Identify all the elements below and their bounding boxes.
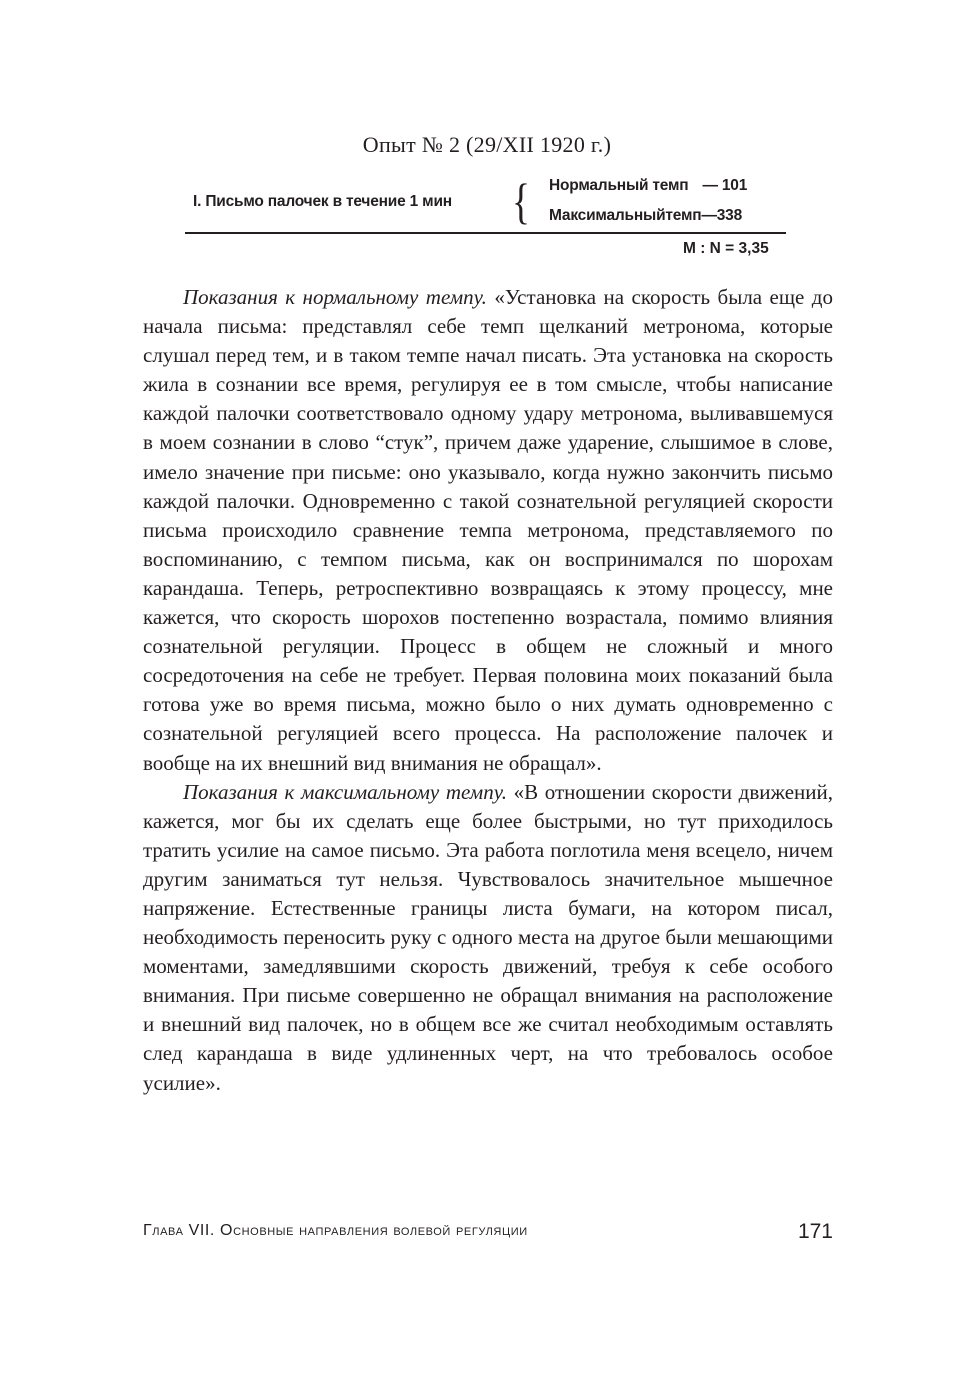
paragraph-lead: Показания к максимальному темпу. bbox=[183, 779, 507, 804]
normal-rate-row bbox=[549, 177, 747, 195]
ratio-value: M : N = 3,35 bbox=[683, 240, 769, 257]
normal-rate-label: Нормальный темп bbox=[549, 177, 689, 194]
paragraph-text: «Установка на скорость была еще до начала письма: представлял себе темп щелканий метронома, которые слушал перед тем, и в таком темпе начал писать. Эта установка на скорость жила в сознании все время, регулируя ее в том смысле, чтобы написание каждой палочки соответствовало одному удару метронома, выливавшемуся в моем сознании в слово “стук”, причем даже ударение, слышимое в слове, имело значение при письме: оно указывало, когда нужно закончить письмо каждой палочки. Одновременно с такой сознательной регуляцией скорости письма происходило сравнение темпа метронома, представляемого по воспоминанию, с темпом письма, как он воспринимался по шорохам карандаша. Теперь, ретроспективно возвращаясь к этому процессу, мне кажется, что скорость шорохов постепенно возрастала, помимо влияния сознательной регуляции. Процесс в общем не сложный и много сосредоточения на себе не требует. Первая половина моих показаний была готова уже во время письма, можно было о них думать одновременно с сознательной регуляцией всего процесса. На расположение палочек и вообще на их внешний вид внимания не обращал». bbox=[143, 285, 833, 775]
paragraph-normal bbox=[143, 283, 833, 778]
curly-brace: { bbox=[512, 173, 530, 229]
body-text bbox=[143, 283, 833, 1098]
max-rate-value: —338 bbox=[701, 207, 743, 224]
page-number: 171 bbox=[797, 1220, 833, 1243]
normal-rate-value: — 101 bbox=[702, 177, 748, 194]
paragraph-max bbox=[143, 778, 833, 1098]
experiment-title: Опыт № 2 (29/XII 1920 г.) bbox=[362, 132, 612, 157]
experiment-label: I. Письмо палочек в течение 1 мин bbox=[193, 193, 452, 210]
paragraph-lead: Показания к нормальному темпу. bbox=[183, 285, 487, 309]
running-footer: Глава VII. Основные направления волевой регуляции bbox=[143, 1222, 528, 1239]
table-rule bbox=[185, 232, 786, 234]
paragraph-text: «В отношении скорости движений, кажется, мог бы их сделать еще более быстрыми, но тут приходилось тратить усилие на самое письмо. Эта работа поглотила меня всецело, ничем другим заниматься тут нельзя. Чувствовалось значительное мышечное напряжение. Естественные границы листа бумаги, на котором писал, необходимость переносить руку с одного места на другое были мешающими моментами, замедлявшими скорость движений, требуя к себе особого внимания. При письме совершенно не обращал внимания на расположение и внешний вид палочек, но в общем все же считал необходимым оставлять след карандаша в виде удлиненных черт, на что требовалось особое усилие». bbox=[143, 779, 833, 1095]
max-rate-row bbox=[549, 207, 742, 225]
max-rate-label: Максимальныйтемп bbox=[549, 207, 702, 224]
